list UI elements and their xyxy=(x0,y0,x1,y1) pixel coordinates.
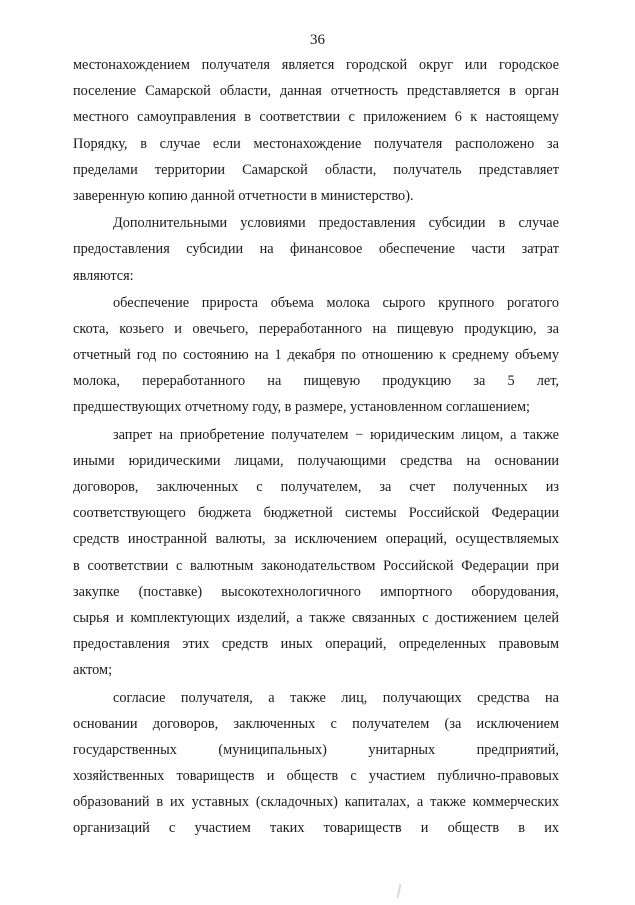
text-line: поселение Самарской области, данная отчетность представляется в орган xyxy=(73,83,559,100)
text-line: основании договоров, заключенных с получателем (за исключением xyxy=(73,715,559,732)
text-line: местонахождением получателя является городской округ или городское xyxy=(73,57,559,73)
text-line: закупке (поставке) высокотехнологичного импортного оборудования, xyxy=(73,583,559,600)
paragraph-additional-conditions xyxy=(73,210,559,289)
text-line: являются: xyxy=(73,267,134,284)
text-line: скота, козьего и овечьего, переработанного на пищевую продукцию, за xyxy=(73,320,559,337)
document-body xyxy=(73,52,559,842)
text-line: хозяйственных товариществ и обществ с участием публично-правовых xyxy=(73,768,559,785)
page-number: 36 xyxy=(310,32,325,48)
text-line: предшествующих отчетному году, в размере, установленном соглашением; xyxy=(73,399,531,416)
text-line: организаций с участием таких товариществ и обществ в их xyxy=(73,820,559,837)
text-line: соответствующего бюджета бюджетной системы Российской Федерации xyxy=(73,505,559,522)
paragraph-currency-prohibition xyxy=(73,422,559,684)
text-line: обеспечение прироста объема молока сырого крупного рогатого xyxy=(113,294,559,311)
text-line: молока, переработанного на пищевую продукцию за 5 лет, xyxy=(73,373,559,390)
text-line: государственных (муниципальных) унитарных предприятий, xyxy=(73,741,559,758)
text-line: отчетный год по состоянию на 1 декабря по отношению к среднему объему xyxy=(73,347,559,364)
text-line: иными юридическими лицами, получающими средства на основании xyxy=(73,452,559,469)
text-line: Дополнительными условиями предоставления субсидии в случае xyxy=(113,215,559,232)
text-line: сырья и комплектующих изделий, а также связанных с достижением целей xyxy=(73,609,559,626)
text-line: пределами территории Самарской области, получатель представляет xyxy=(73,161,559,178)
text-line: заверенную копию данной отчетности в министерство). xyxy=(73,187,414,204)
text-line: согласие получателя, а также лиц, получающих средства на xyxy=(113,689,559,706)
text-line: местного самоуправления в соответствии с приложением 6 к настоящему xyxy=(73,109,559,126)
text-line: актом; xyxy=(73,662,113,679)
text-line: Порядку, в случае если местонахождение получателя расположено за xyxy=(73,135,559,152)
paragraph-recipient-consent xyxy=(73,685,559,842)
paragraph-milk-growth xyxy=(73,290,559,421)
text-line: в соответствии с валютным законодательством Российской Федерации при xyxy=(73,557,559,574)
text-line: предоставления субсидии на финансовое обеспечение части затрат xyxy=(73,241,559,258)
paragraph-continuation xyxy=(73,52,559,209)
scan-artifact xyxy=(397,884,402,898)
text-line: предоставления этих средств иных операций, определенных правовым xyxy=(73,636,559,653)
text-line: договоров, заключенных с получателем, за счет полученных из xyxy=(73,479,559,495)
text-line: образований в их уставных (складочных) капиталах, а также коммерческих xyxy=(73,794,559,811)
text-line: запрет на приобретение получателем − юридическим лицом, а также xyxy=(113,426,559,443)
text-line: средств иностранной валюты, за исключением операций, осуществляемых xyxy=(73,531,559,548)
